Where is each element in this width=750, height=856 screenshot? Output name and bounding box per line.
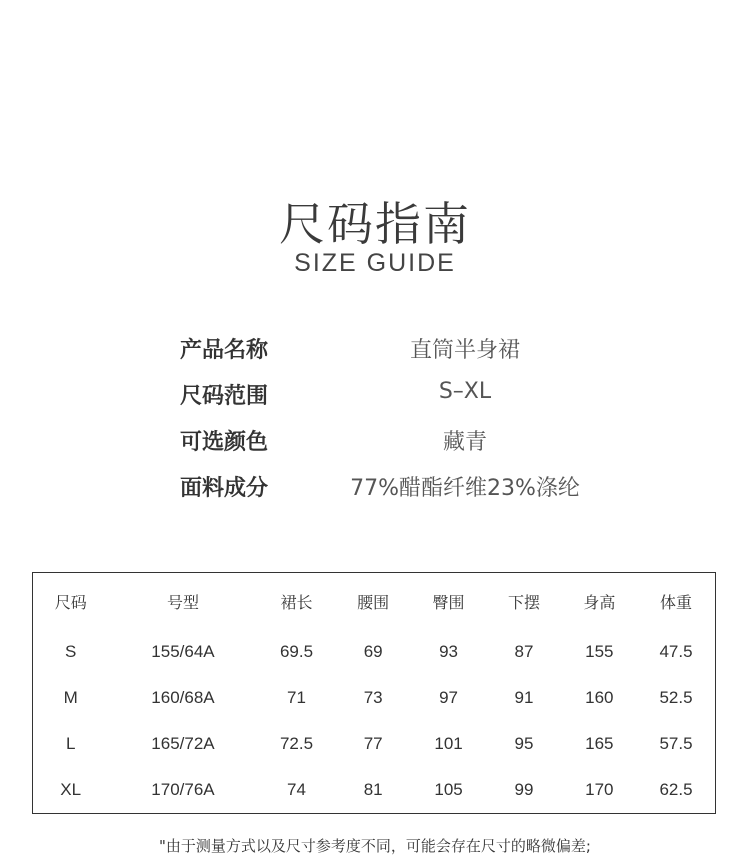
table-cell: 69.5	[279, 642, 314, 661]
table-cell: M	[63, 688, 78, 707]
table-cell: 57.5	[659, 734, 693, 753]
table-cell: 72.5	[279, 734, 314, 753]
table-header-cell: 号型	[166, 592, 199, 612]
table-header-cell: 臀围	[432, 592, 465, 612]
table-header-cell: 下摆	[507, 592, 540, 612]
table-row	[33, 629, 715, 675]
table-cell: L	[65, 734, 76, 753]
measurement-note: "由于测量方式以及尺寸参考度不同，可能会存在尺寸的略微偏差;	[159, 837, 591, 855]
info-label: 尺码范围	[180, 384, 269, 409]
table-header-row	[33, 573, 715, 629]
table-cell: 81	[363, 780, 383, 799]
info-row-name	[180, 333, 600, 379]
table-cell: 155/64A	[151, 642, 215, 661]
table-row	[33, 767, 715, 813]
page-title: 尺码指南	[279, 197, 471, 251]
table-cell: 69	[363, 642, 383, 661]
table-cell: 170	[585, 780, 614, 799]
table-cell: 74	[287, 780, 306, 799]
info-value: 77%醋酯纤维23%涤纶	[350, 476, 580, 501]
table-cell: 101	[434, 734, 463, 753]
table-header-cell: 裙长	[280, 592, 313, 612]
info-value: S–XL	[438, 379, 492, 404]
info-label: 可选颜色	[180, 430, 269, 455]
table-cell: 170/76A	[151, 780, 215, 799]
info-label: 产品名称	[180, 338, 269, 363]
page-subtitle: SIZE GUIDE	[294, 249, 456, 277]
table-cell: 73	[363, 688, 383, 707]
table-header-cell: 腰围	[357, 592, 390, 612]
table-cell: 47.5	[659, 642, 693, 661]
table-cell: 71	[287, 688, 306, 707]
info-row-color	[180, 425, 600, 471]
table-row	[33, 721, 715, 767]
table-cell: 77	[363, 734, 383, 753]
info-value: 藏青	[442, 430, 487, 455]
table-cell: 95	[514, 734, 534, 753]
table-cell: XL	[60, 780, 82, 799]
table-cell: 165	[585, 734, 614, 753]
table-cell: 165/72A	[151, 734, 215, 753]
info-value: 直筒半身裙	[409, 338, 520, 363]
info-row-size-range	[180, 379, 600, 425]
table-cell: 99	[514, 780, 534, 799]
size-table	[32, 572, 716, 814]
table-row	[33, 675, 715, 721]
product-info	[180, 333, 600, 517]
table-cell: 87	[514, 642, 534, 661]
table-cell: 155	[585, 642, 614, 661]
table-cell: 52.5	[659, 688, 693, 707]
table-header-cell: 尺码	[54, 592, 87, 612]
table-cell: 91	[514, 688, 534, 707]
table-cell: 93	[439, 642, 459, 661]
table-cell: 160/68A	[151, 688, 215, 707]
table-cell: 160	[585, 688, 614, 707]
table-cell: 105	[434, 780, 463, 799]
table-cell: S	[65, 642, 77, 661]
table-header-cell: 身高	[583, 592, 616, 612]
info-label: 面料成分	[180, 476, 269, 501]
table-cell: 97	[439, 688, 459, 707]
table-cell: 62.5	[659, 780, 693, 799]
info-row-fabric	[180, 471, 600, 517]
table-header-cell: 体重	[660, 592, 693, 612]
